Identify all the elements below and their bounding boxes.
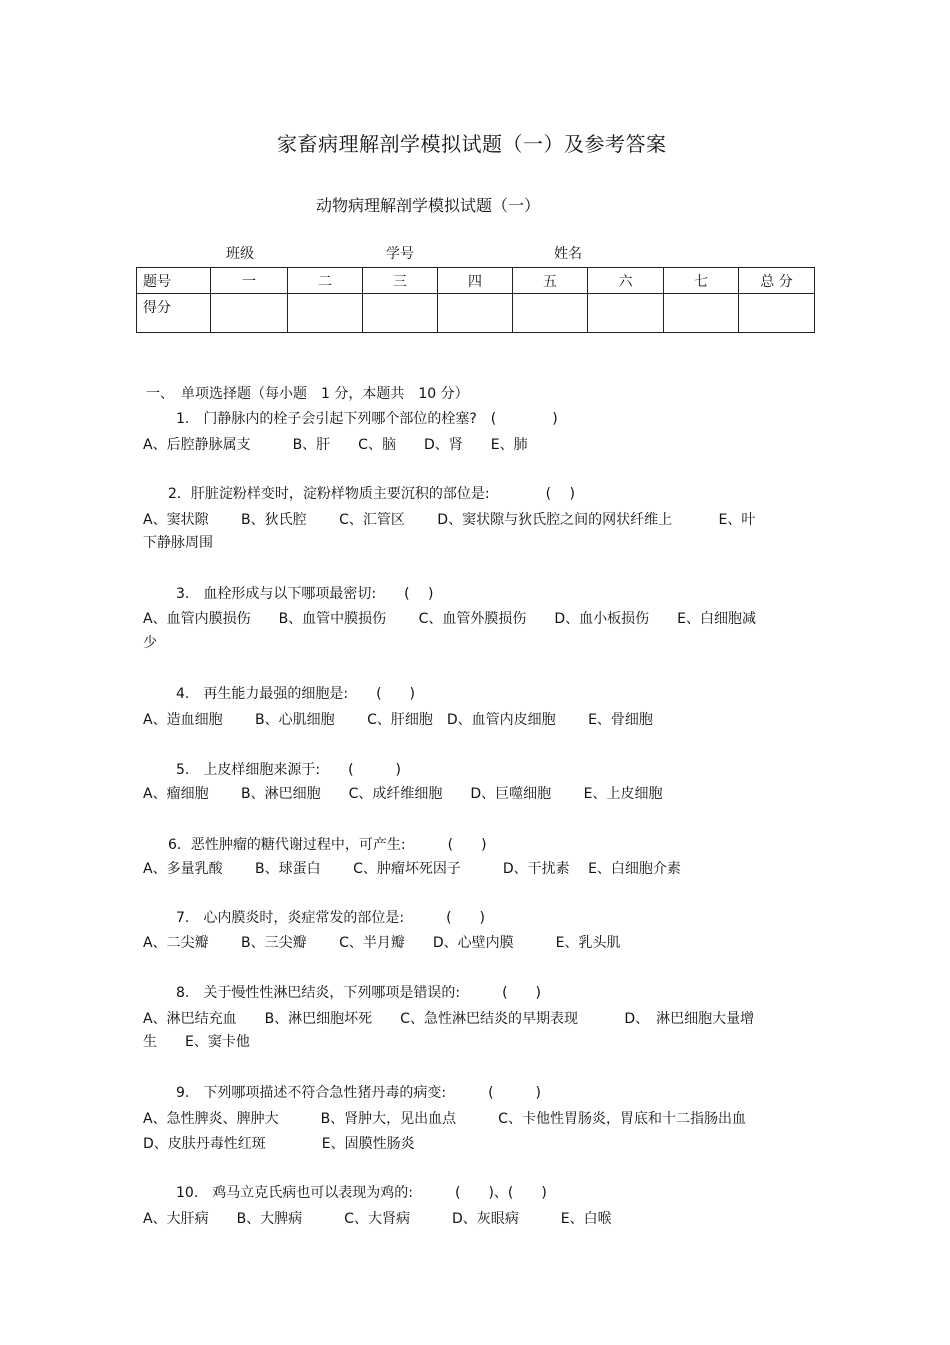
column-header: 七	[664, 268, 739, 294]
score-table	[136, 267, 815, 333]
score-cell	[363, 294, 438, 333]
class-label: 班级	[226, 246, 254, 262]
question-7-stem: 7. 心内膜炎时，炎症常发的部位是: ( )	[176, 910, 485, 926]
question-2-options: A、窦状隙 B、狄氏腔 C、汇管区 D、窦状隙与狄氏腔之间的网状纤维上 E、叶	[143, 512, 756, 528]
question-2-options-cont: 下静脉周围	[143, 535, 213, 551]
column-header: 四	[438, 268, 513, 294]
document-title: 家畜病理解剖学模拟试题（一）及参考答案	[277, 132, 667, 156]
question-1-stem: 1. 门静脉内的栓子会引起下列哪个部位的栓塞? ( )	[176, 411, 558, 427]
column-header: 二	[288, 268, 363, 294]
question-3-stem: 3. 血栓形成与以下哪项最密切: ( )	[176, 586, 434, 602]
score-cell	[513, 294, 588, 333]
column-header: 一	[211, 268, 288, 294]
question-4-options: A、造血细胞 B、心肌细胞 C、肝细胞 D、血管内皮细胞 E、骨细胞	[143, 712, 653, 728]
column-header-total: 总 分	[739, 268, 815, 294]
column-header: 六	[588, 268, 664, 294]
question-number-label: 题号	[137, 268, 211, 294]
question-8-options: A、淋巴结充血 B、淋巴细胞坏死 C、急性淋巴结炎的早期表现 D、 淋巴细胞大量增	[143, 1011, 755, 1027]
question-10-options: A、大肝病 B、大脾病 C、大肾病 D、灰眼病 E、白喉	[143, 1211, 612, 1227]
question-9-options: A、急性脾炎、脾肿大 B、肾肿大，见出血点 C、卡他性胃肠炎，胃底和十二指肠出血	[143, 1111, 746, 1127]
question-6-stem: 6．恶性肿瘤的糖代谢过程中，可产生: ( )	[168, 837, 487, 853]
exam-subtitle: 动物病理解剖学模拟试题（一）	[316, 196, 541, 215]
question-3-options-cont: 少	[143, 635, 157, 651]
question-9-options-cont: D、皮肤丹毒性红斑 E、固膜性肠炎	[143, 1136, 415, 1152]
student-id-label: 学号	[386, 246, 414, 262]
question-9-stem: 9. 下列哪项描述不符合急性猪丹毒的病变: ( )	[176, 1085, 541, 1101]
column-header: 三	[363, 268, 438, 294]
question-5-options: A、瘤细胞 B、淋巴细胞 C、成纤维细胞 D、巨噬细胞 E、上皮细胞	[143, 786, 663, 802]
question-10-stem: 10. 鸡马立克氏病也可以表现为鸡的: ( )、( )	[176, 1185, 547, 1201]
question-1-options: A、后腔静脉属支 B、肝 C、脑 D、肾 E、肺	[143, 437, 528, 453]
score-table-header-row	[137, 268, 815, 294]
name-label: 姓名	[554, 246, 582, 262]
question-8-stem: 8. 关于慢性性淋巴结炎，下列哪项是错误的: ( )	[176, 985, 541, 1001]
score-cell	[588, 294, 664, 333]
column-header: 五	[513, 268, 588, 294]
score-label: 得分	[137, 294, 211, 333]
score-cell	[211, 294, 288, 333]
question-7-options: A、二尖瓣 B、三尖瓣 C、半月瓣 D、心壁内膜 E、乳头肌	[143, 935, 621, 951]
score-cell	[288, 294, 363, 333]
question-4-stem: 4. 再生能力最强的细胞是: ( )	[176, 686, 415, 702]
score-table-score-row	[137, 294, 815, 333]
score-cell	[739, 294, 815, 333]
question-6-options: A、多量乳酸 B、球蛋白 C、肿瘤坏死因子 D、干扰素 E、白细胞介素	[143, 861, 681, 877]
question-8-options-cont: 生 E、窦卡他	[143, 1034, 250, 1050]
section-heading: 一、 单项选择题（每小题 1 分，本题共 10 分）	[146, 386, 469, 402]
question-5-stem: 5. 上皮样细胞来源于: ( )	[176, 762, 401, 778]
question-2-stem: 2．肝脏淀粉样变时，淀粉样物质主要沉积的部位是: ( )	[168, 486, 575, 502]
question-3-options: A、血管内膜损伤 B、血管中膜损伤 C、血管外膜损伤 D、血小板损伤 E、白细胞减	[143, 611, 757, 627]
score-cell	[664, 294, 739, 333]
score-cell	[438, 294, 513, 333]
